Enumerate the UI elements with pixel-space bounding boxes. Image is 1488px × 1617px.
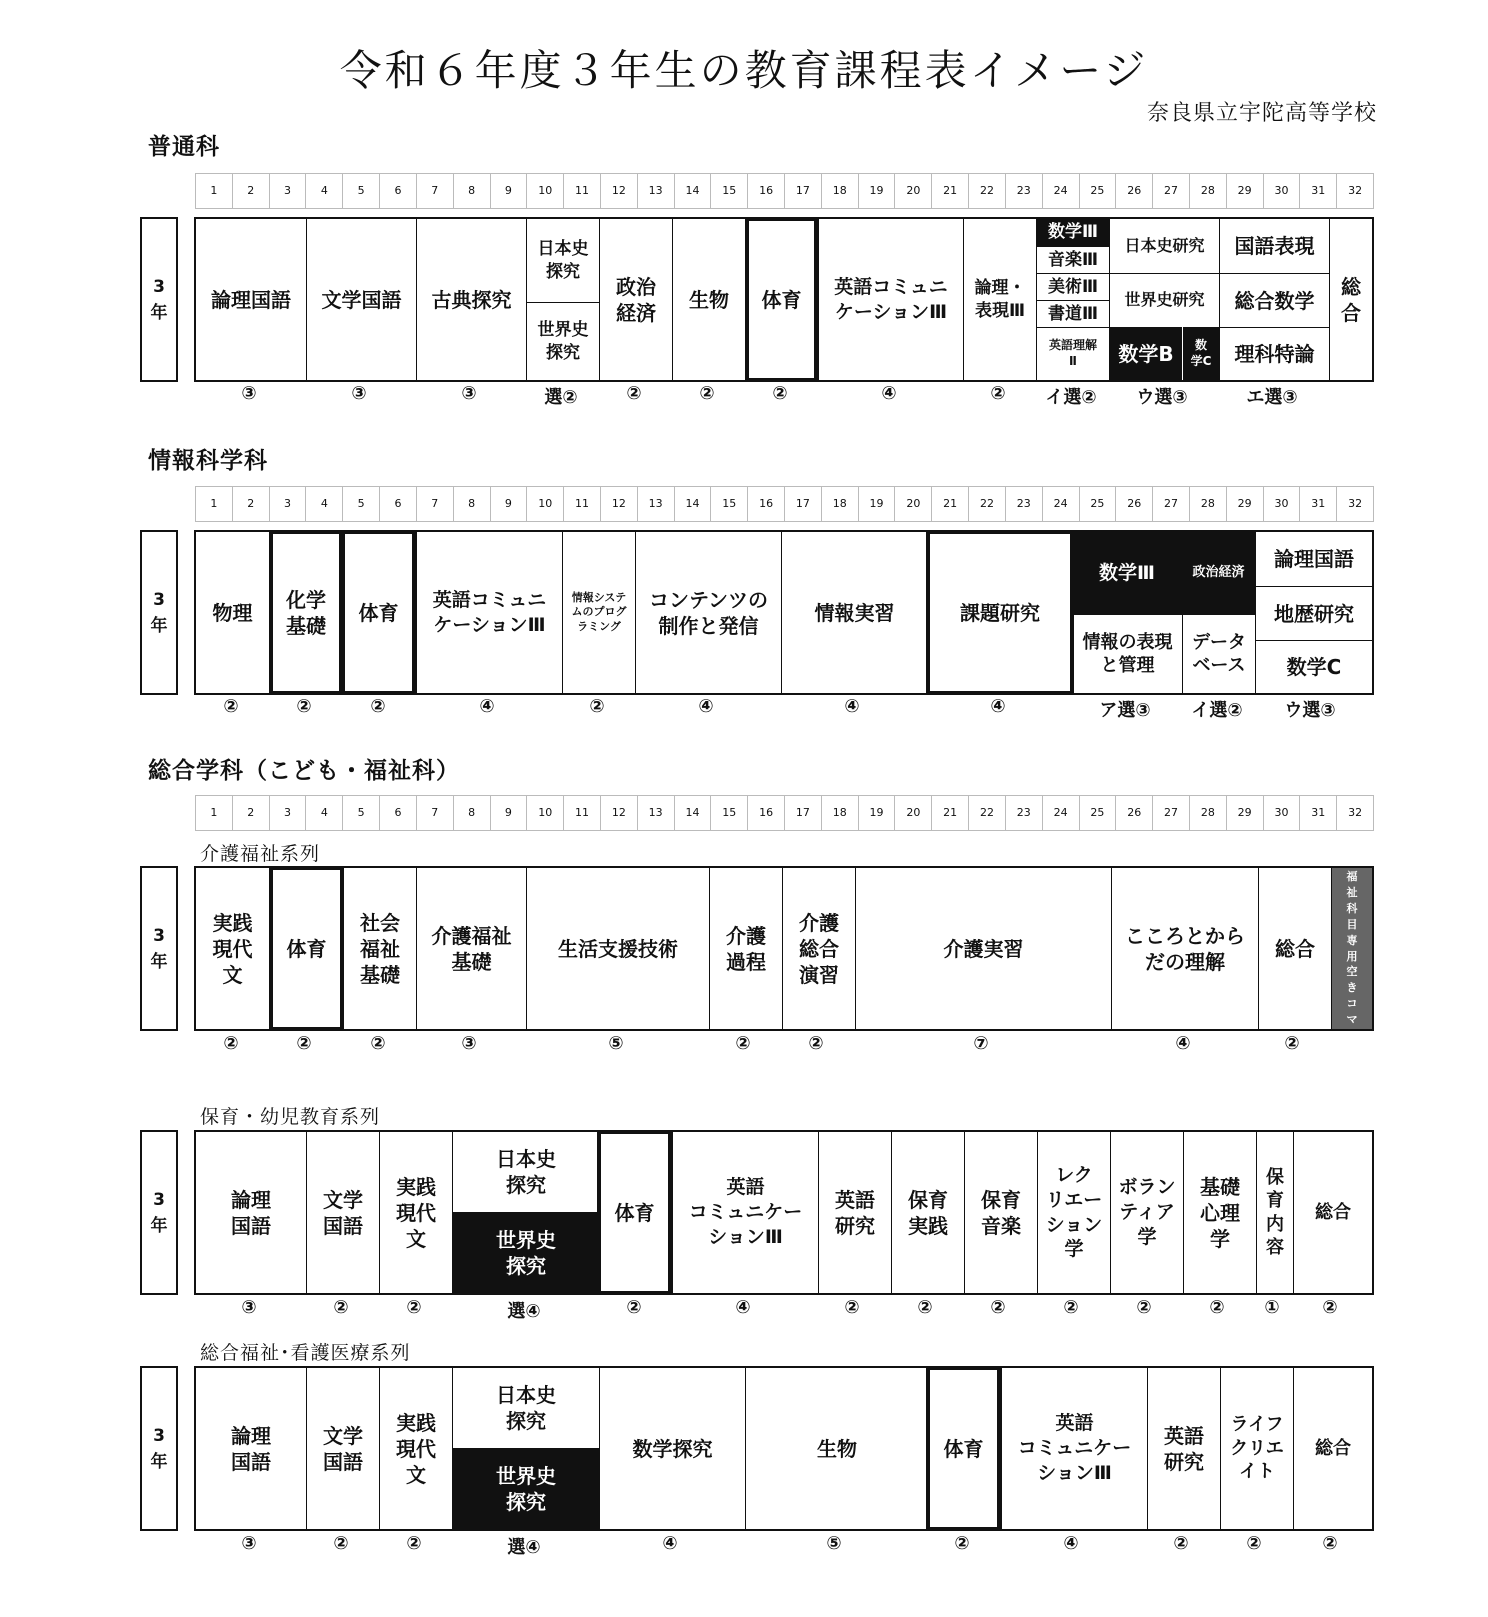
period-number: 32 <box>1348 806 1363 819</box>
period-number: 10 <box>527 174 564 208</box>
period-number: 3 <box>270 487 307 521</box>
period-number: 3 <box>270 174 307 208</box>
cell-bijutsu-3: 美術Ⅲ <box>1036 273 1109 300</box>
cell-ronri-kokugo: 論理 国語 <box>231 1423 271 1474</box>
cell-ronri-kokugo: 論理国語 <box>1255 532 1372 586</box>
period-number: 15 <box>711 796 748 830</box>
period-number: 1 <box>196 174 233 208</box>
cell-kaigo-jisshu: 介護実習 <box>855 868 1111 1029</box>
period-number: 16 <box>748 796 785 830</box>
period-number: 7 <box>417 174 454 208</box>
period-number: 29 <box>1227 487 1264 521</box>
cell-shodo-3: 書道Ⅲ <box>1036 300 1109 327</box>
period-number: 25 <box>1080 487 1117 521</box>
cell-taiiku: 体育 <box>269 866 344 1031</box>
period-number: 2 <box>233 487 270 521</box>
credit-label: ② <box>370 1033 386 1054</box>
cell-nihonshi-tankyu: 日本史 探究 <box>452 1132 599 1212</box>
period-number: 8 <box>454 796 491 830</box>
cell-ongaku-3: 音楽Ⅲ <box>1036 246 1109 273</box>
cell-eigo-comm: 英語 コミュニケー ションⅢ <box>672 1132 818 1293</box>
credit-label: ウ選③ <box>1136 387 1188 408</box>
period-number: 30 <box>1264 174 1301 208</box>
cell-suugaku-b: 数学B <box>1109 327 1182 380</box>
period-number: 26 <box>1116 796 1153 830</box>
credit-label: ② <box>1284 1033 1300 1054</box>
credit-label: ② <box>699 383 715 404</box>
period-number: 23 <box>1006 796 1043 830</box>
period-number: 13 <box>638 174 675 208</box>
credit-label: ⑦ <box>973 1033 989 1054</box>
period-number: 1 <box>196 796 233 830</box>
period-number: 10 <box>527 796 564 830</box>
period-number: 25 <box>1080 174 1117 208</box>
cell-eigo-comm: 英語 コミュニケー ションⅢ <box>1001 1368 1147 1529</box>
cell-suugaku-c: 数学C <box>1255 640 1372 693</box>
cell-sekaishi-tankyu: 世界史 探究 <box>452 1212 599 1293</box>
cell-chireki-kenkyu: 地歴研究 <box>1255 586 1372 640</box>
credit-label: ③ <box>241 383 257 404</box>
cell-kiso-shinrigaku: 基礎 心理 学 <box>1183 1132 1256 1293</box>
period-number: 5 <box>343 796 380 830</box>
period-number-row <box>195 486 1374 522</box>
period-number: 29 <box>1227 796 1264 830</box>
period-number: 18 <box>822 487 859 521</box>
period-number: 17 <box>785 174 822 208</box>
cell-seibutsu: 生物 <box>672 219 745 380</box>
credit-label: ② <box>626 1297 642 1318</box>
period-number: 21 <box>932 487 969 521</box>
period-number: 7 <box>417 487 454 521</box>
period-number: 10 <box>527 487 564 521</box>
period-number: 13 <box>638 487 675 521</box>
credit-label: ② <box>1136 1297 1152 1318</box>
cell-bungaku-kokugo: 文学 国語 <box>306 1368 379 1529</box>
cell-sougou: 総合 <box>1293 1368 1372 1529</box>
cell-database: データ ベース <box>1182 615 1255 693</box>
period-number: 23 <box>1006 174 1043 208</box>
futsuu-schedule-row <box>194 217 1374 382</box>
kango-schedule-row <box>194 1366 1374 1531</box>
cell-kadai-kenkyu: 課題研究 <box>926 530 1074 695</box>
credit-label: ④ <box>1063 1533 1079 1554</box>
cell-kokugo-hyogen: 国語表現 <box>1219 219 1329 273</box>
period-number: 18 <box>822 174 859 208</box>
cell-rika-tokuron: 理科特論 <box>1219 327 1329 380</box>
period-number: 11 <box>564 487 601 521</box>
cell-jissen-gendaibun: 実践 現代 文 <box>379 1368 452 1529</box>
cell-eigo-comm: 英語コミュニ ケーションⅢ <box>818 219 963 380</box>
credit-label: ④ <box>844 696 860 717</box>
credit-label: ⑤ <box>826 1533 842 1554</box>
period-number: 27 <box>1153 796 1190 830</box>
credit-label: ② <box>406 1533 422 1554</box>
cell-suugaku-tankyu: 数学探究 <box>599 1368 745 1529</box>
cell-hoiku-naiyo: 保 育 内 容 <box>1256 1132 1293 1293</box>
cell-kaigo-sougou-enshu: 介護 総合 演習 <box>782 868 855 1029</box>
credit-label: エ選③ <box>1246 387 1298 408</box>
cell-sekaishi-tankyu: 世界史 探究 <box>452 1448 599 1529</box>
period-number: 31 <box>1300 174 1337 208</box>
credit-label: ② <box>1173 1533 1189 1554</box>
period-number: 30 <box>1264 487 1301 521</box>
cell-contents: コンテンツの 制作と発信 <box>635 532 781 693</box>
year-label: 3 年 <box>140 866 178 1031</box>
cell-nihonshi-kenkyu: 日本史研究 <box>1109 219 1219 273</box>
credit-label: ア選③ <box>1099 700 1151 721</box>
period-number: 28 <box>1190 174 1227 208</box>
credit-label: ③ <box>241 1533 257 1554</box>
credit-label: ④ <box>479 696 495 717</box>
credit-label: ④ <box>698 696 714 717</box>
credit-label: ウ選③ <box>1284 700 1336 721</box>
credit-label: 選④ <box>507 1301 541 1322</box>
cell-taiiku: 体育 <box>745 217 818 382</box>
credit-label: 選④ <box>507 1537 541 1558</box>
period-number: 32 <box>1348 497 1363 510</box>
period-number: 1 <box>196 487 233 521</box>
period-number: 11 <box>564 796 601 830</box>
hoiku-schedule-row <box>194 1130 1374 1295</box>
cell-suugaku-3: 数学Ⅲ <box>1036 219 1109 246</box>
credit-label: ② <box>990 383 1006 404</box>
period-number: 31 <box>1300 487 1337 521</box>
period-number: 17 <box>785 796 822 830</box>
period-number: 4 <box>306 796 343 830</box>
year-label: 3 年 <box>140 530 178 695</box>
credit-label: ⑤ <box>608 1033 624 1054</box>
period-number: 4 <box>306 174 343 208</box>
credit-label: ② <box>296 696 312 717</box>
period-number: 19 <box>859 487 896 521</box>
cell-nihonshi-tankyu: 日本史 探究 <box>526 219 599 302</box>
cell-sougou-suugaku: 総合数学 <box>1219 273 1329 327</box>
joho-schedule-row <box>194 530 1374 695</box>
period-number: 9 <box>491 487 528 521</box>
cell-taiiku: 体育 <box>597 1130 672 1295</box>
period-number: 6 <box>380 487 417 521</box>
credit-label: ③ <box>241 1297 257 1318</box>
credit-label: ② <box>223 696 239 717</box>
credit-label: ② <box>333 1533 349 1554</box>
kaigo-schedule-row <box>194 866 1374 1031</box>
credit-label: ② <box>406 1297 422 1318</box>
period-number: 28 <box>1190 487 1227 521</box>
period-number: 8 <box>454 174 491 208</box>
credit-label: ② <box>296 1033 312 1054</box>
period-number: 32 <box>1348 184 1363 197</box>
cell-taiiku: 体育 <box>926 1366 1001 1531</box>
section-sougou-title: 総合学科（こども・福祉科） <box>148 758 460 784</box>
credit-label: ④ <box>881 383 897 404</box>
credit-label: ④ <box>1175 1033 1191 1054</box>
period-number: 21 <box>932 796 969 830</box>
period-number: 9 <box>491 796 528 830</box>
cell-joho-jisshu: 情報実習 <box>781 532 927 693</box>
cell-eigo-comm: 英語コミュニ ケーションⅢ <box>416 532 562 693</box>
section-futsuu-title: 普通科 <box>148 134 220 160</box>
year-label: 3 年 <box>140 1366 178 1531</box>
period-number: 19 <box>859 174 896 208</box>
cell-sekaishi-tankyu: 世界史 探究 <box>526 302 599 380</box>
cell-bungaku-kokugo: 文学国語 <box>306 219 416 380</box>
period-number: 25 <box>1080 796 1117 830</box>
period-number: 15 <box>711 487 748 521</box>
period-number: 14 <box>675 174 712 208</box>
period-number: 15 <box>711 174 748 208</box>
credit-label: ③ <box>461 1033 477 1054</box>
period-number: 20 <box>895 487 932 521</box>
year-label: 3 年 <box>140 1130 178 1295</box>
period-number: 5 <box>343 174 380 208</box>
credit-label: ② <box>844 1297 860 1318</box>
period-number: 27 <box>1153 487 1190 521</box>
period-number: 20 <box>895 796 932 830</box>
cell-kaigo-katei: 介護 過程 <box>709 868 782 1029</box>
period-number-row <box>195 173 1374 209</box>
credit-label: ② <box>223 1033 239 1054</box>
period-number: 24 <box>1043 796 1080 830</box>
period-number: 24 <box>1043 174 1080 208</box>
cell-nihonshi-tankyu: 日本史 探究 <box>452 1368 599 1448</box>
period-number: 12 <box>601 174 638 208</box>
cell-life-create: ライフ クリエ イト <box>1220 1368 1293 1529</box>
cell-taiiku: 体育 <box>341 530 416 695</box>
cell-jissen-gendaibun: 実践 現代 文 <box>379 1132 452 1293</box>
credit-label: ② <box>808 1033 824 1054</box>
period-number: 4 <box>306 487 343 521</box>
period-number: 14 <box>675 796 712 830</box>
period-number: 22 <box>969 796 1006 830</box>
series-kaigo-label: 介護福祉系列 <box>200 843 321 865</box>
period-number: 16 <box>748 174 785 208</box>
cell-hoiku-ongaku: 保育 音楽 <box>964 1132 1037 1293</box>
cell-kagaku-kiso: 化学 基礎 <box>269 530 343 695</box>
period-number: 28 <box>1190 796 1227 830</box>
cell-ronri-kokugo: 論理 国語 <box>231 1187 271 1238</box>
cell-shakai-fukushi-kiso: 社会 福祉 基礎 <box>343 868 416 1029</box>
credit-label: ② <box>333 1297 349 1318</box>
cell-koten-tankyu: 古典探究 <box>416 219 526 380</box>
cell-joho-hyogen: 情報の表現 と管理 <box>1072 615 1182 693</box>
period-number-row <box>195 795 1374 831</box>
cell-recreation: レク リエー ション 学 <box>1037 1132 1110 1293</box>
period-number: 31 <box>1300 796 1337 830</box>
cell-sougou: 総 合 <box>1329 219 1372 380</box>
credit-label: ② <box>772 383 788 404</box>
period-number: 6 <box>380 796 417 830</box>
cell-sougou: 総合 <box>1293 1132 1372 1293</box>
series-kango-label: 総合福祉･看護医療系列 <box>200 1342 411 1364</box>
cell-bungaku-kokugo: 文学 国語 <box>306 1132 379 1293</box>
year-label: 3 年 <box>140 217 178 382</box>
credit-label: イ選② <box>1191 700 1243 721</box>
credit-label: ② <box>370 696 386 717</box>
cell-suugaku-c: 数 学C <box>1182 327 1219 380</box>
credit-label: ② <box>626 383 642 404</box>
cell-joho-programming: 情報システ ムのプログ ラミング <box>562 532 635 693</box>
period-number: 14 <box>675 487 712 521</box>
period-number: 7 <box>417 796 454 830</box>
period-number: 26 <box>1116 487 1153 521</box>
period-number: 18 <box>822 796 859 830</box>
period-number: 11 <box>564 174 601 208</box>
period-number: 2 <box>233 796 270 830</box>
cell-seibutsu: 生物 <box>745 1368 928 1529</box>
credit-label: ② <box>1322 1533 1338 1554</box>
cell-suugaku-3: 数学Ⅲ <box>1072 532 1182 615</box>
credit-label: ② <box>990 1297 1006 1318</box>
credit-label: 選② <box>544 387 578 408</box>
cell-sougou: 総合 <box>1258 868 1331 1029</box>
period-number: 12 <box>601 487 638 521</box>
cell-eigo-rikai-2: 英語理解 Ⅱ <box>1036 327 1109 380</box>
section-joho-title: 情報科学科 <box>148 448 268 474</box>
period-number: 22 <box>969 174 1006 208</box>
cell-eigo-kenkyu: 英語 研究 <box>818 1132 891 1293</box>
credit-label: ④ <box>662 1533 678 1554</box>
cell-ronri-hyogen: 論理・ 表現Ⅲ <box>963 219 1036 380</box>
credit-label: ② <box>1063 1297 1079 1318</box>
credit-label: ② <box>735 1033 751 1054</box>
credit-label: ④ <box>735 1297 751 1318</box>
cell-kokoro-karada: こころとから だの理解 <box>1111 868 1258 1029</box>
credit-label: ④ <box>990 696 1006 717</box>
period-number: 9 <box>491 174 528 208</box>
period-number: 29 <box>1227 174 1264 208</box>
credit-label: ② <box>589 696 605 717</box>
credit-label: ② <box>1246 1533 1262 1554</box>
period-number: 21 <box>932 174 969 208</box>
school-name: 奈良県立宇陀高等学校 <box>1146 101 1377 126</box>
period-number: 22 <box>969 487 1006 521</box>
period-number: 19 <box>859 796 896 830</box>
period-number: 16 <box>748 487 785 521</box>
period-number: 20 <box>895 174 932 208</box>
credit-label: ① <box>1264 1297 1280 1318</box>
period-number: 12 <box>601 796 638 830</box>
cell-kaigo-fukushi-kiso: 介護福祉 基礎 <box>416 868 526 1029</box>
cell-eigo-kenkyu: 英語 研究 <box>1147 1368 1220 1529</box>
period-number: 2 <box>233 174 270 208</box>
cell-hoiku-jissen: 保育 実践 <box>891 1132 964 1293</box>
cell-seikatsu-shien: 生活支援技術 <box>526 868 709 1029</box>
credit-label: ② <box>1322 1297 1338 1318</box>
credit-label: イ選② <box>1045 387 1097 408</box>
period-number: 3 <box>270 796 307 830</box>
period-number: 26 <box>1116 174 1153 208</box>
credit-label: ② <box>917 1297 933 1318</box>
cell-ronri-kokugo: 論理国語 <box>211 287 291 312</box>
period-number: 8 <box>454 487 491 521</box>
cell-seiji-keizai: 政治経済 <box>1182 532 1255 615</box>
period-number: 30 <box>1264 796 1301 830</box>
cell-jissen-gendaibun: 実践 現代 文 <box>212 910 253 987</box>
period-number: 13 <box>638 796 675 830</box>
period-number: 17 <box>785 487 822 521</box>
cell-sekaishi-kenkyu: 世界史研究 <box>1109 273 1219 327</box>
credit-label: ② <box>1209 1297 1225 1318</box>
cell-seiji-keizai: 政治 経済 <box>599 219 672 380</box>
series-hoiku-label: 保育・幼児教育系列 <box>200 1106 381 1128</box>
credit-label: ③ <box>351 383 367 404</box>
period-number: 5 <box>343 487 380 521</box>
page-title: 令和６年度３年生の教育課程表イメージ <box>339 46 1149 95</box>
period-number: 6 <box>380 174 417 208</box>
period-number: 23 <box>1006 487 1043 521</box>
cell-butsuri: 物理 <box>212 600 253 625</box>
cell-volunteer: ボラン ティア 学 <box>1110 1132 1183 1293</box>
period-number: 27 <box>1153 174 1190 208</box>
period-number: 24 <box>1043 487 1080 521</box>
cell-fukushi-akikoma: 福 祉 科 目 専 用 空 き コ マ <box>1331 868 1372 1029</box>
credit-label: ② <box>954 1533 970 1554</box>
credit-label: ③ <box>461 383 477 404</box>
